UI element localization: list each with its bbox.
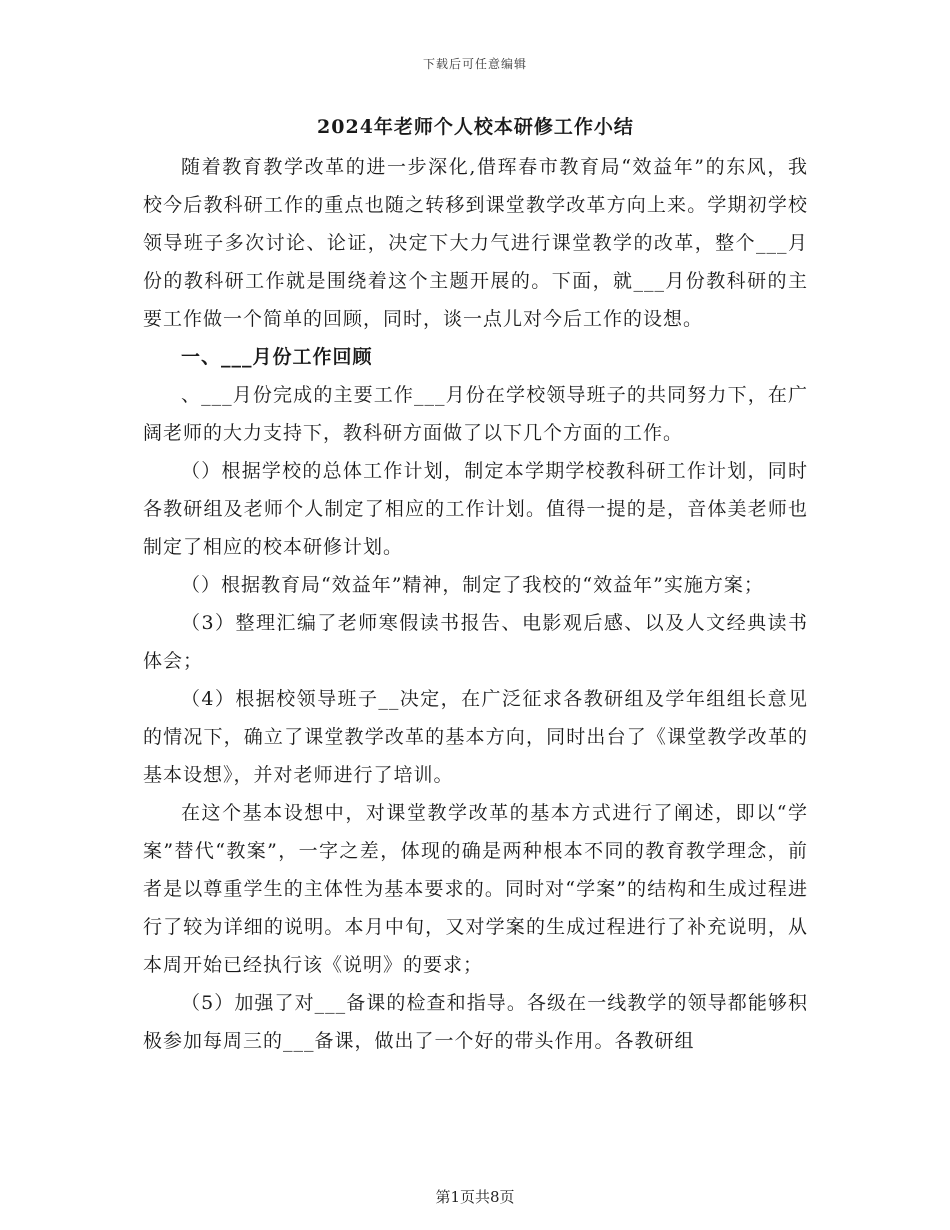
paragraph-intro: 随着教育教学改革的进一步深化,借珲春市教育局“效益年”的东风，我校今后教科研工作的重点也随之转移到课堂教学改革方向上来。学期初学校领导班子多次讨论、论证，决定下大力气进行课堂教学的改革，整个___月份的教科研工作就是围绕着这个主题开展的。下面，就___月份教科研的主要工作做一个简单的回顾，同时，谈一点儿对今后工作的设想。: [143, 156, 808, 330]
page-header-note: 下载后可任意编辑: [422, 57, 527, 71]
paragraph-item-4: （4）根据校领导班子__决定，在广泛征求各教研组及学年组组长意见的情况下，确立了课堂教学改革的基本方向，同时出台了《课堂教学改革的基本设想》，并对老师进行了培训。: [143, 688, 808, 786]
paragraph-basic-idea: 在这个基本设想中，对课堂教学改革的基本方式进行了阐述，即以“学案”替代“教案”，一字之差，体现的确是两种根本不同的教育教学理念，前者是以尊重学生的主体性为基本要求的。同时对“学案”的结构和生成过程进行了较为详细的说明。本月中旬，又对学案的生成过程进行了补充说明，从本周开始已经执行该《说明》的要求；: [143, 802, 808, 976]
section-heading-review: 一、___月份工作回顾: [181, 346, 373, 368]
paragraph-main-work: 、___月份完成的主要工作___月份在学校领导班子的共同努力下，在广阔老师的大力支持下，教科研方面做了以下几个方面的工作。: [143, 384, 808, 444]
paragraph-item-plan: （）根据学校的总体工作计划，制定本学期学校教科研工作计划，同时各教研组及老师个人制定了相应的工作计划。值得一提的是，音体美老师也制定了相应的校本研修计划。: [143, 460, 808, 558]
paragraph-item-efficiency: （）根据教育局“效益年”精神，制定了我校的“效益年”实施方案；: [181, 574, 764, 596]
page-footer-number: 第1页共8页: [435, 1188, 515, 1206]
paragraph-item-3: （3）整理汇编了老师寒假读书报告、电影观后感、以及人文经典读书体会；: [143, 612, 808, 672]
document-title: 2024年老师个人校本研修工作小结: [317, 116, 634, 138]
document-body: [143, 112, 808, 1060]
paragraph-item-5: （5）加强了对___备课的检查和指导。各级在一线教学的领导都能够积极参加每周三的___备课，做出了一个好的带头作用。各教研组: [143, 992, 808, 1052]
